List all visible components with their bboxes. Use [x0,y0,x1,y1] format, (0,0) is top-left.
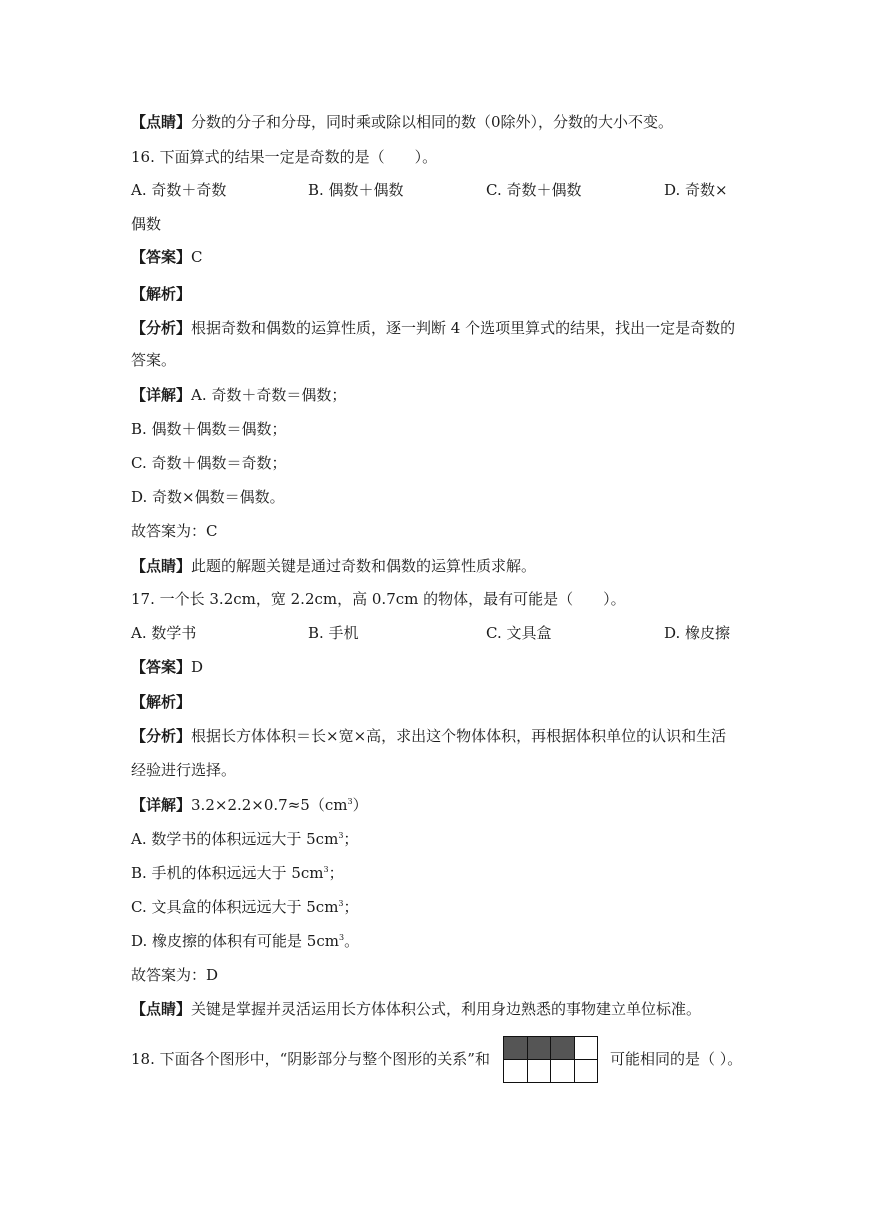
q17-dianjing-tag: 【点睛】 [131,1000,192,1018]
q17-fenxi-tag: 【分析】 [131,727,192,745]
figure-cell [504,1060,528,1083]
figure-cell [504,1037,528,1060]
q17-option-d: D. 橡皮擦 [664,624,731,642]
q17-xiangjie-main-exp: 3 [347,797,353,806]
point-note-text: 分数的分子和分母，同时乘或除以相同的数（0除外），分数的大小不变。 [191,113,674,131]
q16-question: 16. 下面算式的结果一定是奇数的是（ ）。 [131,148,438,166]
q17-xiangjie-main-end: ） [352,796,368,814]
q17-xd-text: D. 橡皮擦的体积有可能是 5cm [131,932,339,950]
figure-cell [575,1037,599,1060]
q17-answer-tag: 【答案】 [131,658,192,676]
q17-xiangjie-main: 3.2×2.2×0.7≈5（cm [191,796,348,814]
q16-dianjing-tag: 【点睛】 [131,557,192,575]
q17-option-a: A. 数学书 [131,624,197,642]
figure-cell [551,1060,575,1083]
figure-cell [551,1037,575,1060]
figure-cell [528,1037,552,1060]
q16-option-d: D. 奇数× [664,181,728,199]
q16-xiangjie-b: B. 偶数＋偶数＝偶数； [131,420,287,438]
q16-fenxi-cont: 答案。 [131,351,177,369]
q17-xa-exp: 3 [338,831,344,840]
q17-xiangjie-c [131,897,359,917]
q16-answer-tag: 【答案】 [131,248,192,266]
q17-answer: D [191,658,204,676]
q18-question-post: 可能相同的是（ ）。 [610,1050,743,1068]
q16-fenxi-tag: 【分析】 [131,319,192,337]
q16-fenxi-line [131,318,735,338]
q16-option-a: A. 奇数＋奇数 [131,181,227,199]
q17-option-b: B. 手机 [308,624,359,642]
q17-answer-line [131,657,203,677]
q16-answer-line [131,247,203,267]
q17-fenxi-text: 根据长方体体积＝长×宽×高，求出这个物体体积，再根据体积单位的认识和生活 [191,727,727,745]
q17-xb-text: B. 手机的体积远远大于 5cm [131,864,324,882]
q17-xc-text: C. 文具盒的体积远远大于 5cm [131,898,339,916]
q17-xiangjie-d [131,931,359,951]
q17-xc-exp: 3 [338,899,344,908]
q17-xd-exp: 3 [338,933,345,942]
q16-dianjing-text: 此题的解题关键是通过奇数和偶数的运算性质求解。 [191,557,537,575]
point-note-line [131,112,673,132]
q17-dianjing-line [131,999,701,1019]
figure-cell [528,1060,552,1083]
q17-analysis-tag: 【解析】 [131,693,192,711]
q17-xb-exp: 3 [323,865,329,874]
q17-conclusion: 故答案为：D [131,966,219,984]
q17-xiangjie-b [131,863,344,883]
q17-xa-end: ； [343,830,359,848]
figure-cell [575,1060,599,1083]
q18-question-pre: 18. 下面各个图形中，“阴影部分与整个图形的关系”和 [131,1050,490,1068]
q17-dianjing-text: 关键是掌握并灵活运用长方体体积公式，利用身边熟悉的事物建立单位标准。 [191,1000,702,1018]
q16-analysis-tag: 【解析】 [131,285,192,303]
q16-option-c: C. 奇数＋偶数 [486,181,582,199]
q17-xd-end: 。 [344,932,360,950]
q17-xc-end: ； [343,898,359,916]
q16-conclusion: 故答案为：C [131,522,218,540]
q17-option-c: C. 文具盒 [486,624,552,642]
q18-fraction-figure [503,1036,598,1083]
q17-xiangjie-a [131,829,358,849]
q16-option-b: B. 偶数＋偶数 [308,181,404,199]
q16-option-d-wrap: 偶数 [131,215,162,233]
point-note-tag: 【点睛】 [131,113,192,131]
q17-fenxi-line [131,726,726,746]
q16-xiangjie-a: A. 奇数＋奇数＝偶数； [191,386,347,404]
q16-xiangjie-tag: 【详解】 [131,386,192,404]
q17-question: 17. 一个长 3.2cm，宽 2.2cm，高 0.7cm 的物体，最有可能是（ ）。 [131,590,626,608]
q16-xiangjie-c: C. 奇数＋偶数＝奇数； [131,454,287,472]
q16-answer: C [191,248,203,266]
q17-xa-text: A. 数学书的体积远远大于 5cm [131,830,339,848]
q16-dianjing-line [131,556,536,576]
q17-xiangjie-line [131,795,368,815]
q16-xiangjie-line [131,385,346,405]
q17-fenxi-cont: 经验进行选择。 [131,761,237,779]
q16-xiangjie-d: D. 奇数×偶数＝偶数。 [131,488,285,506]
q16-fenxi-text: 根据奇数和偶数的运算性质，逐一判断 4 个选项里算式的结果，找出一定是奇数的 [191,319,736,337]
q17-xb-end: ； [328,864,344,882]
q17-xiangjie-tag: 【详解】 [131,796,192,814]
